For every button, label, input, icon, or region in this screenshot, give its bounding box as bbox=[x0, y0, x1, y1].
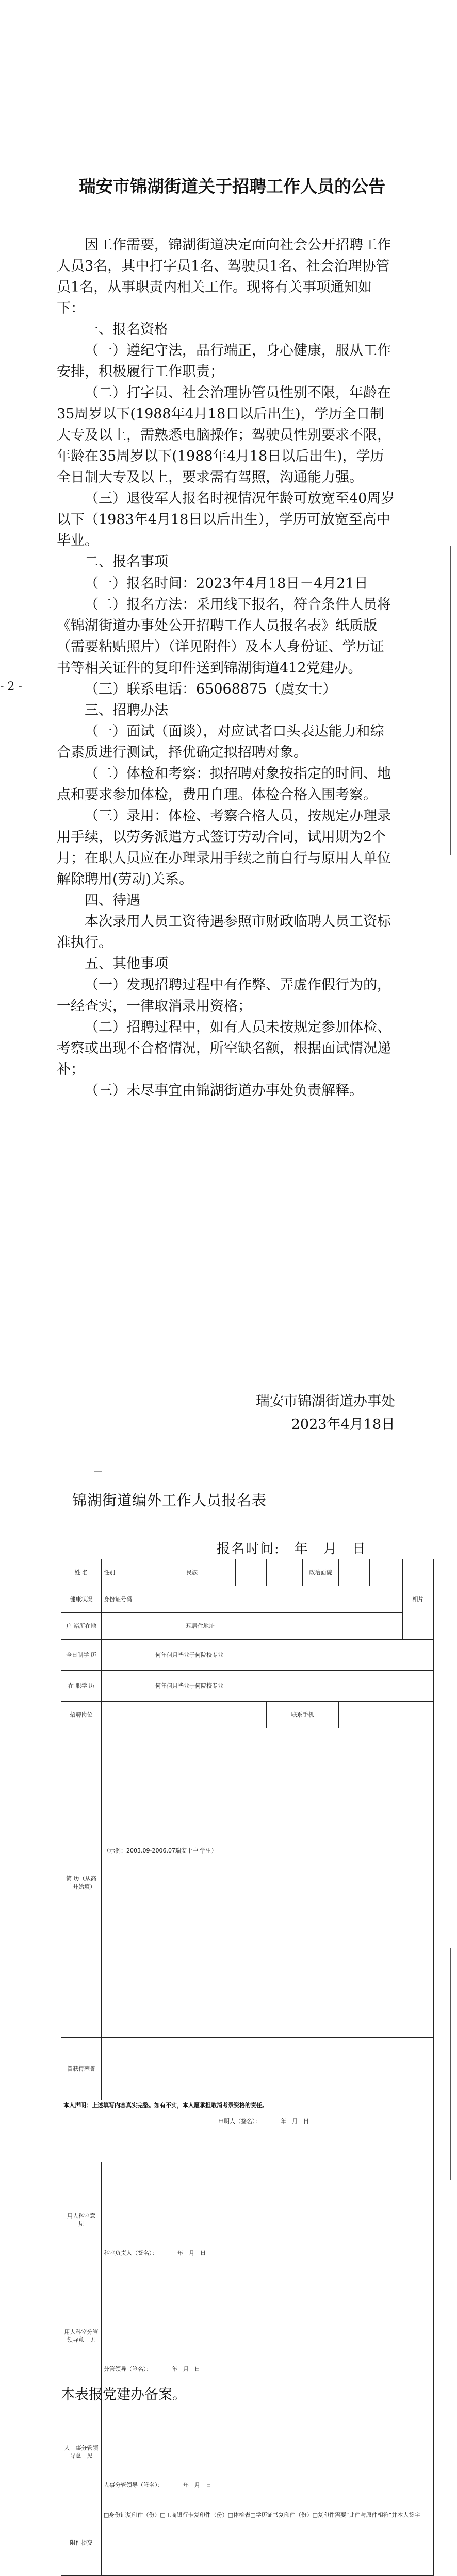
name-label: 姓 名 bbox=[61, 1559, 102, 1586]
political-status-field[interactable] bbox=[339, 1559, 370, 1586]
form-title: 锦湖街道编外工作人员报名表 bbox=[72, 1492, 267, 1509]
paragraph: （三）未尽事宜由锦湖街道办事处负责解释。 bbox=[85, 1083, 363, 1099]
signature-org: 瑞安市锦湖街道办事处 bbox=[256, 1393, 395, 1409]
resume-label: 简 历（从高中开始填） bbox=[61, 1728, 102, 2038]
dept-head-sign: 科室负责人（签名）： 年 月 日 bbox=[104, 2249, 206, 2257]
inservice-edu-label: 在 职学 历 bbox=[61, 1671, 102, 1702]
dept-opinion-field[interactable] bbox=[102, 2162, 434, 2278]
id-number-cell[interactable] bbox=[102, 1586, 403, 1613]
paragraph: （一）报名时间：2023年4月18日－4月21日 bbox=[85, 575, 368, 592]
footer-note: 本表报党建办备案。 bbox=[61, 2387, 186, 2403]
applicant-sign[interactable]: 申明人（签名）： 年 月 日 bbox=[218, 2118, 309, 2125]
hr-leader-opinion-label: 人 事分管领导意 见 bbox=[61, 2394, 102, 2510]
checkbox-mark bbox=[94, 1471, 102, 1479]
dept-opinion-label: 用人科室意 见 bbox=[61, 2162, 102, 2278]
resume-example: （示例：2003.09-2006.07瑞安十中 学生） bbox=[104, 1847, 217, 1854]
section-heading: 五、其他事项 bbox=[85, 956, 168, 972]
fulltime-edu-hint: 何年何月毕业于何院校专业 bbox=[155, 1651, 223, 1658]
hr-leader-opinion-field[interactable] bbox=[102, 2394, 434, 2510]
page-title: 瑞安市锦湖街道关于招聘工作人员的公告 bbox=[79, 176, 385, 196]
paragraph: （三）联系电话：65068875（虞女士） bbox=[85, 681, 337, 697]
awards-label: 曾获得荣誉 bbox=[61, 2038, 102, 2100]
inservice-edu-field[interactable] bbox=[102, 1671, 153, 1702]
photo-label: 相片 bbox=[412, 1595, 424, 1603]
ethnicity-label: 民族 bbox=[186, 1569, 198, 1576]
political-status-label: 政治面貌 bbox=[303, 1559, 339, 1586]
announcement-body bbox=[57, 234, 397, 1101]
gender-label: 性别 bbox=[104, 1569, 115, 1576]
inservice-edu-hint: 何年何月毕业于何院校专业 bbox=[155, 1682, 223, 1689]
paragraph: （二）体检和考察：拟招聘对象按指定的时间、地点和要求参加体检，费用自理。体检合格入围考察。 bbox=[57, 765, 391, 803]
dept-leader-opinion-field[interactable] bbox=[102, 2278, 434, 2394]
signature-date: 2023年4月18日 bbox=[291, 1417, 395, 1433]
gender-field[interactable] bbox=[153, 1559, 184, 1586]
resume-field[interactable] bbox=[102, 1728, 434, 2038]
position-field[interactable] bbox=[102, 1702, 267, 1728]
blank-cell bbox=[370, 1559, 403, 1586]
form-date-label: 报名时间: 年 月 日 bbox=[217, 1541, 367, 1557]
fulltime-edu-detail[interactable] bbox=[153, 1640, 434, 1671]
paragraph: （三）退役军人报名时视情况年龄可放宽至40周岁以下（1983年4月18日以后出生），学历可放宽至高中毕业。 bbox=[57, 491, 395, 549]
paragraph: （一）面试（面谈），对应试者口头表达能力和综合素质进行测试，择优确定拟招聘对象。 bbox=[57, 723, 384, 761]
registration-form-table bbox=[61, 1559, 434, 2576]
inservice-edu-detail[interactable] bbox=[153, 1671, 434, 1702]
paragraph: （二）招聘过程中，如有人员未按规定参加体检、考察或出现不合格情况，所空缺名额，根据面试情况递补； bbox=[57, 1019, 391, 1078]
fulltime-edu-label: 全日制学 历 bbox=[61, 1640, 102, 1671]
awards-field[interactable] bbox=[102, 2038, 434, 2100]
ethnicity-cell bbox=[184, 1559, 236, 1586]
address-label: 现居住地址 bbox=[186, 1622, 215, 1629]
paragraph: （一）发现招聘过程中有作弊、弄虚作假行为的，一经查实，一律取消录用资格； bbox=[57, 977, 391, 1015]
ethnicity-field[interactable] bbox=[236, 1559, 267, 1586]
section-heading: 二、报名事项 bbox=[85, 554, 168, 570]
paragraph: （二）报名方法：采用线下报名，符合条件人员将《锦湖街道办事处公开招聘工作人员报名表》纸质版（需要粘贴照片）（详见附件）及本人身份证、学历证书等相关证件的复印件送到锦湖街道412党建办。 bbox=[57, 596, 391, 676]
id-number-label: 身份证号码 bbox=[104, 1595, 132, 1603]
page-number: - 2 - bbox=[0, 680, 22, 693]
hr-leader-sign: 人事分管领导（签名）： 年 月 日 bbox=[104, 2481, 211, 2488]
attachment-checklist: □身份证复印件（份）□工商银行卡复印件（份）□体检表□学历证书复印件（份）□复印件需要“此件与原件相符”并本人签字 bbox=[104, 2512, 420, 2518]
scrollbar-thumb-lower[interactable] bbox=[450, 1948, 451, 2180]
statement-text: 本人声明：上述填写内容真实完整。如有不实，本人愿承担取消考录资格的责任。 bbox=[63, 2102, 268, 2109]
paragraph: （三）录用：体检、考察合格人员，按规定办理录用手续，以劳务派遣方式签订劳动合同，试用期为2个月；在职人员应在办理录用手续之前自行与原用人单位解除聘用(劳动)关系。 bbox=[57, 807, 391, 887]
statement-cell bbox=[61, 2100, 434, 2162]
health-label: 健康状况 bbox=[61, 1586, 102, 1613]
paragraph: （一）遵纪守法，品行端正，身心健康，服从工作安排，积极履行工作职责； bbox=[57, 343, 391, 380]
section-heading: 一、报名资格 bbox=[85, 322, 168, 338]
address-cell[interactable] bbox=[184, 1613, 403, 1640]
section-heading: 四、待遇 bbox=[85, 892, 140, 908]
section-heading: 三、招聘办法 bbox=[85, 702, 168, 718]
paragraph: 因工作需要，锦湖街道决定面向社会公开招聘工作人员3名，其中打字员1名、驾驶员1名、社会治理协管员1名，从事职责内相关工作。现将有关事项通知如下： bbox=[57, 237, 391, 317]
attachment-label: 附件提交 bbox=[61, 2510, 102, 2576]
mobile-label: 联系手机 bbox=[267, 1702, 339, 1728]
household-label: 户 籍所在地 bbox=[61, 1613, 102, 1640]
fulltime-edu-field[interactable] bbox=[102, 1640, 153, 1671]
name-label-cell bbox=[102, 1559, 153, 1586]
dept-leader-opinion-label: 用人科室分管领导意 见 bbox=[61, 2278, 102, 2394]
paragraph: 本次录用人员工资待遇参照市财政临聘人员工资标准执行。 bbox=[57, 914, 391, 951]
scrollbar-thumb[interactable] bbox=[450, 546, 451, 855]
dept-leader-sign: 分管领导（签名）： 年 月 日 bbox=[104, 2365, 200, 2372]
blank-cell bbox=[267, 1559, 303, 1586]
household-field[interactable] bbox=[102, 1613, 184, 1640]
attachment-field[interactable] bbox=[102, 2510, 434, 2576]
position-label: 招聘岗位 bbox=[61, 1702, 102, 1728]
photo-cell[interactable] bbox=[403, 1559, 434, 1640]
mobile-field[interactable] bbox=[339, 1702, 434, 1728]
paragraph: （二）打字员、社会治理协管员性别不限，年龄在35周岁以下(1988年4月18日以后出生)，学历全日制大专及以上，需熟悉电脑操作；驾驶员性别要求不限，年龄在35周岁以下(1988年4月18日以后出生)，学历全日制大专及以上，要求需有驾照，沟通能力强。 bbox=[57, 385, 391, 486]
